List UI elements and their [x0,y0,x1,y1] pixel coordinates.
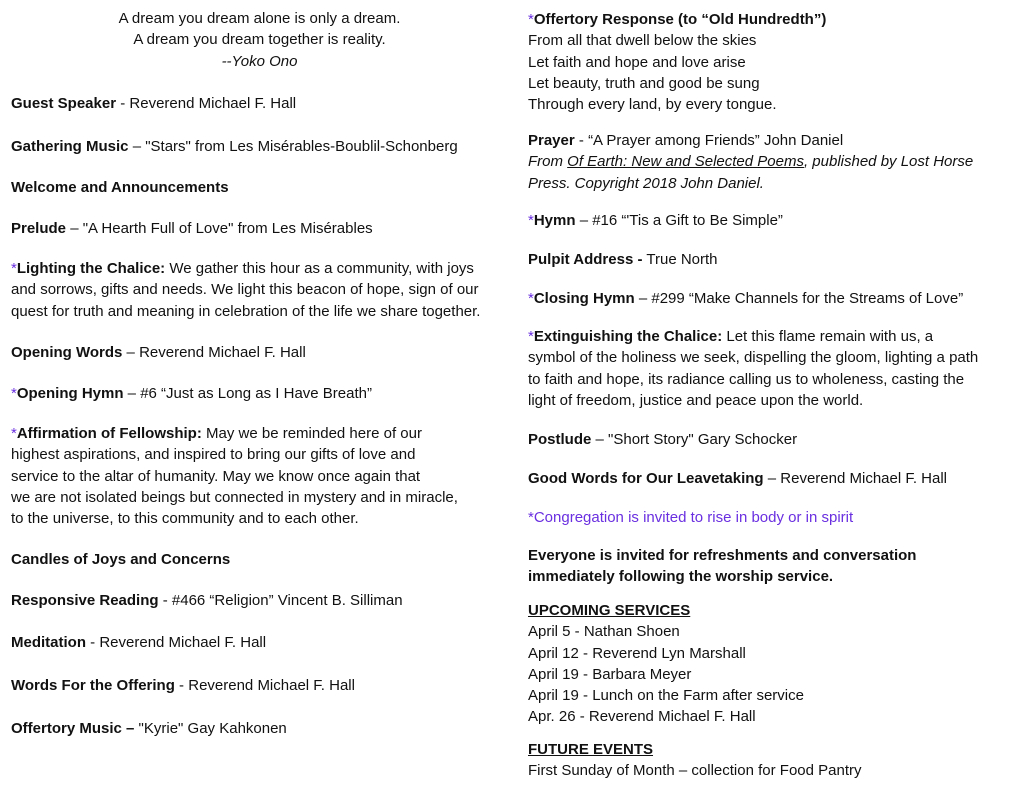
quote-line-1: A dream you dream alone is only a dream. [118,10,401,27]
responsive-reading-label: Responsive Reading [11,592,159,609]
guest-speaker-text: Reverend Michael F. Hall [129,95,297,112]
opening-words-item [11,342,306,363]
future-events-heading: FUTURE EVENTS [528,741,654,758]
good-words-item [528,468,947,489]
prelude-item [11,218,373,239]
chalice-lighting-line-2: and sorrows, gifts and needs. We light this beacon of hope, sign of our [11,281,479,299]
closing-hymn-sep: – [634,290,652,307]
refreshments-line-1: Everyone is invited for refreshments and conversation [528,547,917,564]
pulpit-address-item [528,249,718,270]
opening-hymn-item [11,383,372,404]
affirmation-line-4: we are not isolated beings but connected in mystery and in miracle, [11,488,458,506]
prayer-item [528,130,973,194]
hymn-sep: – [575,212,593,229]
responsive-reading-sep: - [158,592,172,609]
opening-hymn-label: Opening Hymn [16,385,124,402]
offertory-response-line-1: From all that dwell below the skies [528,32,757,50]
postlude-sep: – [591,431,609,448]
offertory-response-line-2: Let faith and hope and love arise [528,53,746,71]
extinguishing-label: Extinguishing the Chalice: [533,328,723,345]
closing-hymn-item [528,288,963,309]
congregation-note: *Congregation is invited to rise in body or in spirit [528,509,854,526]
upcoming-services-heading: UPCOMING SERVICES [528,602,691,619]
good-words-label: Good Words for Our Leavetaking [528,470,764,487]
hymn-label: Hymn [533,212,576,229]
words-offering-text: Reverend Michael F. Hall [188,677,355,694]
postlude-label: Postlude [528,431,592,448]
guest-speaker-item [11,93,296,114]
gathering-music-text: "Stars" from Les Misérables-Boublil-Schonberg [145,138,458,155]
good-words-text: Reverend Michael F. Hall [780,470,948,487]
closing-hymn-label: Closing Hymn [533,290,635,307]
list-item: Apr. 26 - Reverend Michael F. Hall [528,708,756,726]
offertory-music-text: "Kyrie" Gay Kahkonen [138,720,287,737]
quote-attribution: --Yoko Ono [221,52,298,70]
extinguishing-line-4: light of freedom, justice and peace upon the world. [528,391,864,409]
rise-star-marker: * [11,425,17,442]
opening-words-label: Opening Words [11,344,123,361]
offertory-music-label: Offertory Music – [11,720,135,737]
postlude-item [528,429,797,450]
hymn-item [528,210,783,231]
chalice-lighting-label: Lighting the Chalice: [16,260,166,277]
extinguishing-line-2: symbol of the holiness we seek, dispelling the gloom, lighting a path [528,349,979,367]
prayer-sep: - [574,132,589,149]
good-words-sep: – [763,470,781,487]
rise-star-marker: * [11,260,17,277]
extinguishing-line-1: Let this flame remain with us, a [726,328,934,345]
extinguishing-line-3: to faith and hope, its radiance calling us to wholeness, casting the [528,370,965,388]
list-item: April 19 - Barbara Meyer [528,665,692,683]
rise-star-marker: * [528,212,534,229]
chalice-lighting-item [11,258,480,322]
opening-hymn-sep: – [123,385,141,402]
extinguishing-item [528,326,978,411]
opening-words-text: Reverend Michael F. Hall [139,344,306,361]
words-offering-item [11,675,355,696]
prayer-source-prefix: From [528,153,568,171]
affirmation-label: Affirmation of Fellowship: [16,425,202,442]
prelude-label: Prelude [11,220,67,237]
rise-star-marker: * [528,328,534,345]
rise-star-marker: * [528,290,534,307]
meditation-sep: - [86,634,100,651]
offertory-music-item [11,718,287,739]
pulpit-address-text: True North [646,251,718,268]
opening-words-sep: – [122,344,140,361]
gathering-music-label: Gathering Music [11,138,129,155]
list-item: First Sunday of Month – collection for Food Pantry [528,762,862,780]
opening-hymn-text: #6 “Just as Long as I Have Breath” [140,385,372,402]
rise-star-marker: * [11,385,17,402]
postlude-text: "Short Story" Gary Schocker [608,431,798,448]
prelude-sep: – [66,220,83,237]
quote-line-2: A dream you dream together is reality. [133,31,386,49]
prayer-text: “A Prayer among Friends” John Daniel [588,132,844,149]
hymn-text: #16 “'Tis a Gift to Be Simple” [592,212,783,229]
words-offering-label: Words For the Offering [11,677,175,694]
closing-hymn-text: #299 “Make Channels for the Streams of Love” [651,290,964,307]
prayer-source-line-2: Press. Copyright 2018 John Daniel. [528,174,764,192]
meditation-text: Reverend Michael F. Hall [99,634,267,651]
gathering-music-item [11,136,458,157]
rise-star-marker: * [528,11,534,28]
list-item: April 19 - Lunch on the Farm after service [528,687,804,705]
affirmation-line-1: May we be reminded here of our [206,425,422,442]
prayer-source-rest: , published by Lost Horse [803,153,974,171]
words-offering-sep: - [174,677,189,694]
responsive-reading-item [11,590,403,611]
affirmation-item [11,423,458,529]
offertory-response-label: Offertory Response (to “Old Hundredth”) [533,11,827,28]
upcoming-services [528,600,804,728]
welcome-item: Welcome and Announcements [11,179,229,196]
offertory-response-line-4: Through every land, by every tongue. [528,96,777,114]
future-events [528,739,862,782]
offertory-response-item [528,9,826,115]
list-item: April 5 - Nathan Shoen [528,623,680,641]
prelude-text: "A Hearth Full of Love" from Les Misérables [82,220,373,237]
affirmation-line-2: highest aspirations, and inspired to bring our gifts of love and [11,446,416,464]
offertory-response-line-3: Let beauty, truth and good be sung [528,74,760,92]
guest-speaker-label: Guest Speaker [11,95,117,112]
prayer-label: Prayer [528,132,575,149]
chalice-lighting-line-3: quest for truth and meaning in celebration of the life we share together. [11,302,481,320]
affirmation-line-3: service to the altar of humanity. May we know once again that [11,467,421,485]
opening-quote [11,8,508,72]
pulpit-address-label: Pulpit Address - [528,251,643,268]
meditation-label: Meditation [11,634,86,651]
refreshments-line-2: immediately following the worship service. [528,568,834,586]
guest-speaker-sep: - [116,95,130,112]
affirmation-line-5: to the universe, to this community and to each other. [11,510,359,528]
prayer-source-title: Of Earth: New and Selected Poems [567,153,804,171]
gathering-music-sep: – [128,138,146,155]
meditation-item [11,632,266,653]
responsive-reading-text: #466 “Religion” Vincent B. Silliman [171,592,403,609]
list-item: April 12 - Reverend Lyn Marshall [528,644,746,662]
candles-item: Candles of Joys and Concerns [11,551,231,568]
refreshments-note [528,545,916,588]
chalice-lighting-line-1: We gather this hour as a community, with joys [169,260,474,277]
